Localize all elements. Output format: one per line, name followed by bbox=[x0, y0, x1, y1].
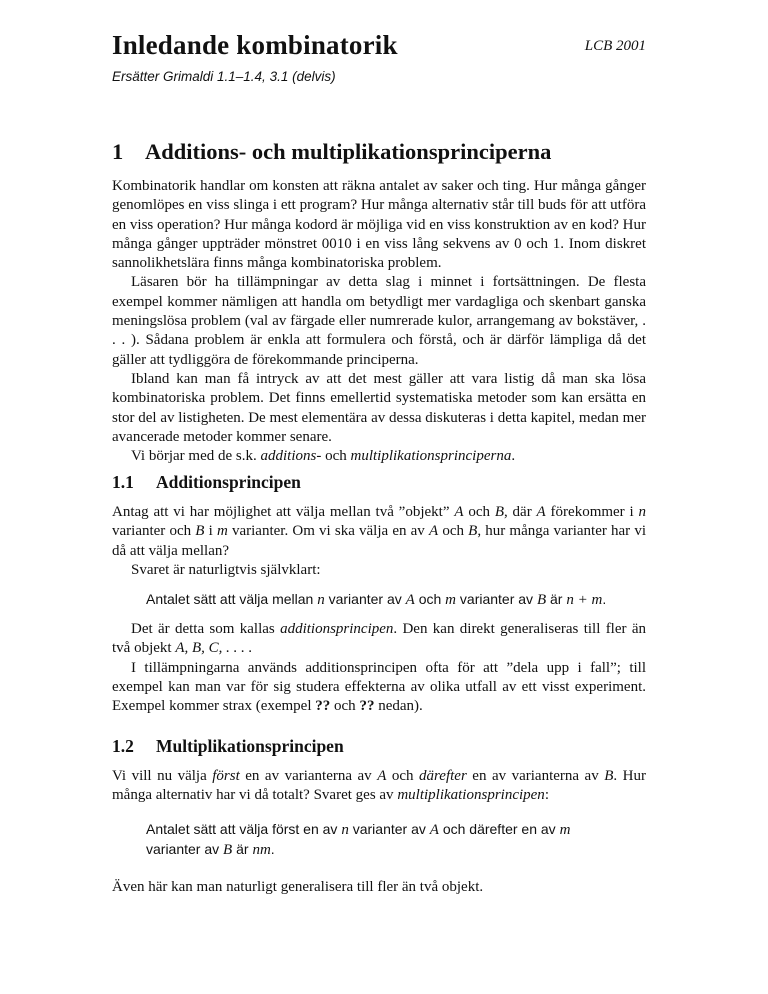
text-run: varianter och bbox=[112, 523, 196, 540]
text-run: i bbox=[204, 523, 217, 540]
math-var: m bbox=[445, 592, 457, 609]
text-run: en av varianterna av bbox=[466, 768, 605, 784]
text-run: en av varianterna av bbox=[239, 768, 378, 784]
math-var: A bbox=[377, 768, 387, 784]
math-var: m bbox=[216, 523, 228, 540]
math-var: m bbox=[559, 821, 571, 838]
document-title: Inledande kombinatorik bbox=[112, 30, 398, 60]
text-run: och bbox=[463, 504, 495, 520]
text-run: och bbox=[321, 448, 351, 465]
principle-statement bbox=[146, 820, 616, 860]
principle-statement bbox=[146, 590, 646, 610]
paragraph bbox=[112, 659, 646, 717]
document-subtitle: Ersätter Grimaldi 1.1–1.4, 3.1 (delvis) bbox=[112, 69, 336, 84]
document-header bbox=[112, 30, 646, 62]
text-run: , där bbox=[503, 504, 537, 520]
text-run: varianter. Om vi ska välja en av bbox=[227, 523, 429, 540]
math-var: n bbox=[317, 592, 325, 609]
emphasis: additions- bbox=[260, 448, 322, 465]
text-run: varianter av bbox=[348, 820, 430, 837]
text-run: . bbox=[602, 591, 607, 608]
text-run: Vi börjar med de s.k. bbox=[131, 448, 261, 465]
text-run: är bbox=[546, 591, 567, 608]
math-var: A bbox=[536, 504, 546, 520]
text-run: Antag att vi har möjlighet att välja mellan två ”objekt” bbox=[112, 504, 455, 520]
subsection-title: Multiplikationsprincipen bbox=[156, 736, 344, 756]
math-var: B bbox=[536, 592, 547, 609]
text-run: . bbox=[511, 448, 516, 465]
section-title: Additions- och multiplikationsprinciperna bbox=[145, 139, 552, 164]
paragraph bbox=[112, 767, 646, 806]
broken-reference[interactable]: ?? bbox=[315, 698, 331, 715]
text-run: Antalet sätt att välja först en av bbox=[146, 820, 342, 837]
paragraph: Kombinatorik handlar om konsten att räkna antalet av saker och ting. Hur många gånger genomlöpes en viss slinga i ett program? Hur många alternativ står till buds för att utföra en viss operation? Hur många kodord är möjliga vid en viss konstruktion av en kod? Hur många gånger uppträder mönstret 0010 i en viss lång sekvens av 0 och 1. Inom diskret sannolikhetslära finns många kombinatoriska problem. bbox=[112, 178, 646, 272]
paragraph: Ibland kan man få intryck av att det mest gäller att vara listig då man ska lösa kombinatoriska problem. Det finns emellertid systematiska metoder som kan ersätta en stor del av listigheten. De mest elementära av dessa diskuteras i detta kapitel, medan mer avancerade metoder kommer senare. bbox=[112, 370, 646, 445]
math-var: A bbox=[454, 504, 464, 520]
math-expr: nm bbox=[252, 841, 271, 858]
math-var: B bbox=[468, 523, 478, 540]
text-run: och bbox=[414, 591, 446, 608]
math-expr: n + m bbox=[566, 592, 603, 609]
text-run: , hur många varianter har vi då att välja mellan? bbox=[112, 523, 646, 559]
math-var: B bbox=[494, 504, 504, 520]
paragraph bbox=[112, 447, 646, 466]
text-run: varianter av bbox=[456, 591, 537, 608]
text-run: och bbox=[330, 698, 360, 715]
math-var: A bbox=[405, 592, 415, 609]
math-var: n bbox=[638, 504, 646, 520]
section-1-1 bbox=[112, 470, 646, 717]
text-run: och bbox=[438, 523, 469, 540]
text-run: Antalet sätt att välja mellan bbox=[146, 591, 318, 608]
paragraph bbox=[112, 503, 646, 561]
section-1-2 bbox=[112, 734, 646, 897]
paragraph: Läsaren bör ha tillämpningar av detta slag i minnet i fortsättningen. De flesta exempel kommer nämligen att handla om betydligt mer vardagliga och skenbart ganska meningslösa problem (val av färgade eller numrerade kulor, arrangemang av bokstäver, . . . ). Sådana problem är enkla att formulera och förstå, och är därför lämpliga då det gäller att tydliggöra de förekommande principerna. bbox=[112, 274, 646, 368]
text-run: och därefter en av bbox=[438, 820, 560, 837]
text-run: : bbox=[544, 787, 549, 804]
math-var: A bbox=[429, 821, 439, 838]
text-run: I tillämpningarna används additionsprincipen ofta för att ”dela upp i fall”; till exempel kan man var för sig studera effekterna av olika utfall av ett visst experiment. Exempel kommer strax (exempel bbox=[112, 659, 646, 715]
section-1-heading bbox=[112, 138, 646, 166]
text-run: Vi vill nu välja bbox=[112, 768, 213, 784]
math-var: B bbox=[604, 768, 614, 784]
text-run: . Den kan direkt generaliseras till fler än två objekt bbox=[112, 621, 646, 657]
math-var: A bbox=[428, 523, 439, 540]
math-var: n bbox=[341, 821, 349, 838]
text-run: varianter av bbox=[324, 591, 406, 608]
subsection-heading bbox=[112, 734, 646, 758]
emphasis: multiplikationsprincipen bbox=[397, 787, 545, 804]
emphasis: multiplikationsprinciperna bbox=[350, 448, 512, 465]
text-run: . bbox=[270, 840, 275, 857]
subsection-title: Additionsprincipen bbox=[156, 472, 301, 492]
paragraph: Även här kan man naturligt generalisera till fler än två objekt. bbox=[112, 878, 484, 895]
paragraph bbox=[112, 620, 646, 659]
emphasis: först bbox=[212, 768, 240, 784]
section-number: 1 bbox=[112, 139, 124, 164]
subsection-number: 1.1 bbox=[112, 472, 134, 492]
text-run: varianter av bbox=[146, 840, 224, 857]
subsection-heading bbox=[112, 470, 646, 494]
subsection-number: 1.2 bbox=[112, 736, 134, 756]
text-run: nedan). bbox=[374, 698, 423, 715]
paragraph: Svaret är naturligtvis självklart: bbox=[131, 561, 321, 578]
text-run: . Hur många alternativ har vi då totalt? Svaret ges av bbox=[112, 768, 646, 804]
text-run: Det är detta som kallas bbox=[131, 621, 281, 638]
text-run: och bbox=[386, 768, 420, 784]
math-var: B bbox=[223, 841, 233, 858]
course-code: LCB 2001 bbox=[584, 38, 646, 54]
emphasis: därefter bbox=[419, 768, 467, 784]
math-var: B bbox=[195, 523, 205, 540]
text-run: är bbox=[232, 840, 253, 857]
math-expr: A, B, C, . . . . bbox=[175, 640, 253, 657]
section-1 bbox=[112, 138, 646, 466]
broken-reference[interactable]: ?? bbox=[359, 698, 375, 715]
text-run: förekommer i bbox=[545, 504, 639, 520]
emphasis: additionsprincipen bbox=[280, 621, 394, 638]
